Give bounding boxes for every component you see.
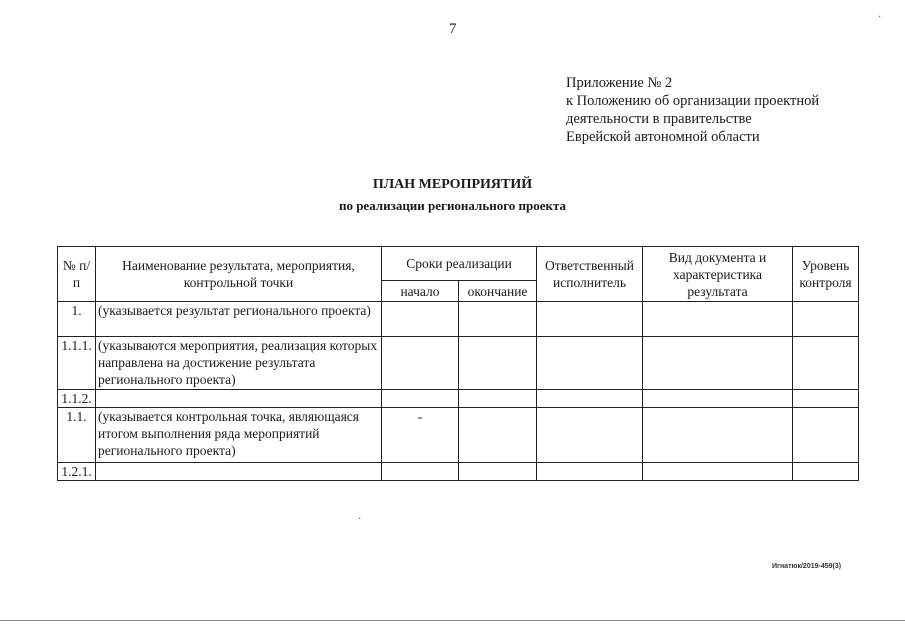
row-control <box>793 337 859 390</box>
row-responsible <box>537 302 643 337</box>
row-control <box>793 390 859 408</box>
row-start <box>382 390 459 408</box>
row-end <box>459 337 537 390</box>
row-document <box>643 463 793 481</box>
row-document <box>643 408 793 463</box>
table-row <box>58 390 859 408</box>
row-name: (указывается результат регионального проекта) <box>96 302 382 337</box>
row-number: 1.2.1. <box>58 463 96 481</box>
header-control: Уровень контроля <box>793 247 859 302</box>
row-responsible <box>537 390 643 408</box>
row-start: - <box>382 408 459 463</box>
row-start <box>382 337 459 390</box>
header-dates: Сроки реализации <box>382 247 537 281</box>
appendix-line: деятельности в правительстве <box>566 111 752 127</box>
header-document: Вид документа и характеристика результата <box>643 247 793 302</box>
appendix-line: к Положению об организации проектной <box>566 93 820 109</box>
row-document <box>643 302 793 337</box>
header-number: № п/п <box>58 247 96 302</box>
header-responsible: Ответственный исполнитель <box>537 247 643 302</box>
appendix-note <box>566 74 819 146</box>
row-number: 1.1. <box>58 408 96 463</box>
row-end <box>459 463 537 481</box>
row-document <box>643 337 793 390</box>
header-end: окончание <box>459 281 537 302</box>
row-end <box>459 302 537 337</box>
signature-code: Игнатюк/2019-459(3) <box>772 563 842 570</box>
row-start <box>382 302 459 337</box>
row-control <box>793 302 859 337</box>
plan-table <box>57 246 859 481</box>
row-responsible <box>537 337 643 390</box>
appendix-line: Приложение № 2 <box>566 75 673 91</box>
row-end <box>459 390 537 408</box>
table-row <box>58 302 859 337</box>
scan-dot-mark: · <box>358 514 362 525</box>
document-subtitle: по реализации регионального проекта <box>338 198 567 213</box>
header-start: начало <box>382 281 459 302</box>
header-name: Наименование результата, мероприятия, контрольной точки <box>96 247 382 302</box>
appendix-line: Еврейской автономной области <box>566 129 760 145</box>
row-end <box>459 408 537 463</box>
table-row <box>58 337 859 390</box>
row-control <box>793 463 859 481</box>
table-row <box>58 408 859 463</box>
row-name <box>96 390 382 408</box>
row-start <box>382 463 459 481</box>
scan-dot-mark: · <box>878 12 882 23</box>
document-title: ПЛАН МЕРОПРИЯТИЙ <box>372 177 533 192</box>
page-number: 7 <box>449 21 457 37</box>
row-responsible <box>537 408 643 463</box>
row-name <box>96 463 382 481</box>
table-row <box>58 463 859 481</box>
row-name: (указываются мероприятия, реализация которых направлена на достижение результата регионального проекта) <box>96 337 382 390</box>
row-control <box>793 408 859 463</box>
row-number: 1.1.2. <box>58 390 96 408</box>
row-responsible <box>537 463 643 481</box>
row-number: 1.1.1. <box>58 337 96 390</box>
page-bottom-rule <box>0 620 905 621</box>
row-number: 1. <box>58 302 96 337</box>
row-name: (указывается контрольная точка, являющаяся итогом выполнения ряда мероприятий регионального проекта) <box>96 408 382 463</box>
row-document <box>643 390 793 408</box>
